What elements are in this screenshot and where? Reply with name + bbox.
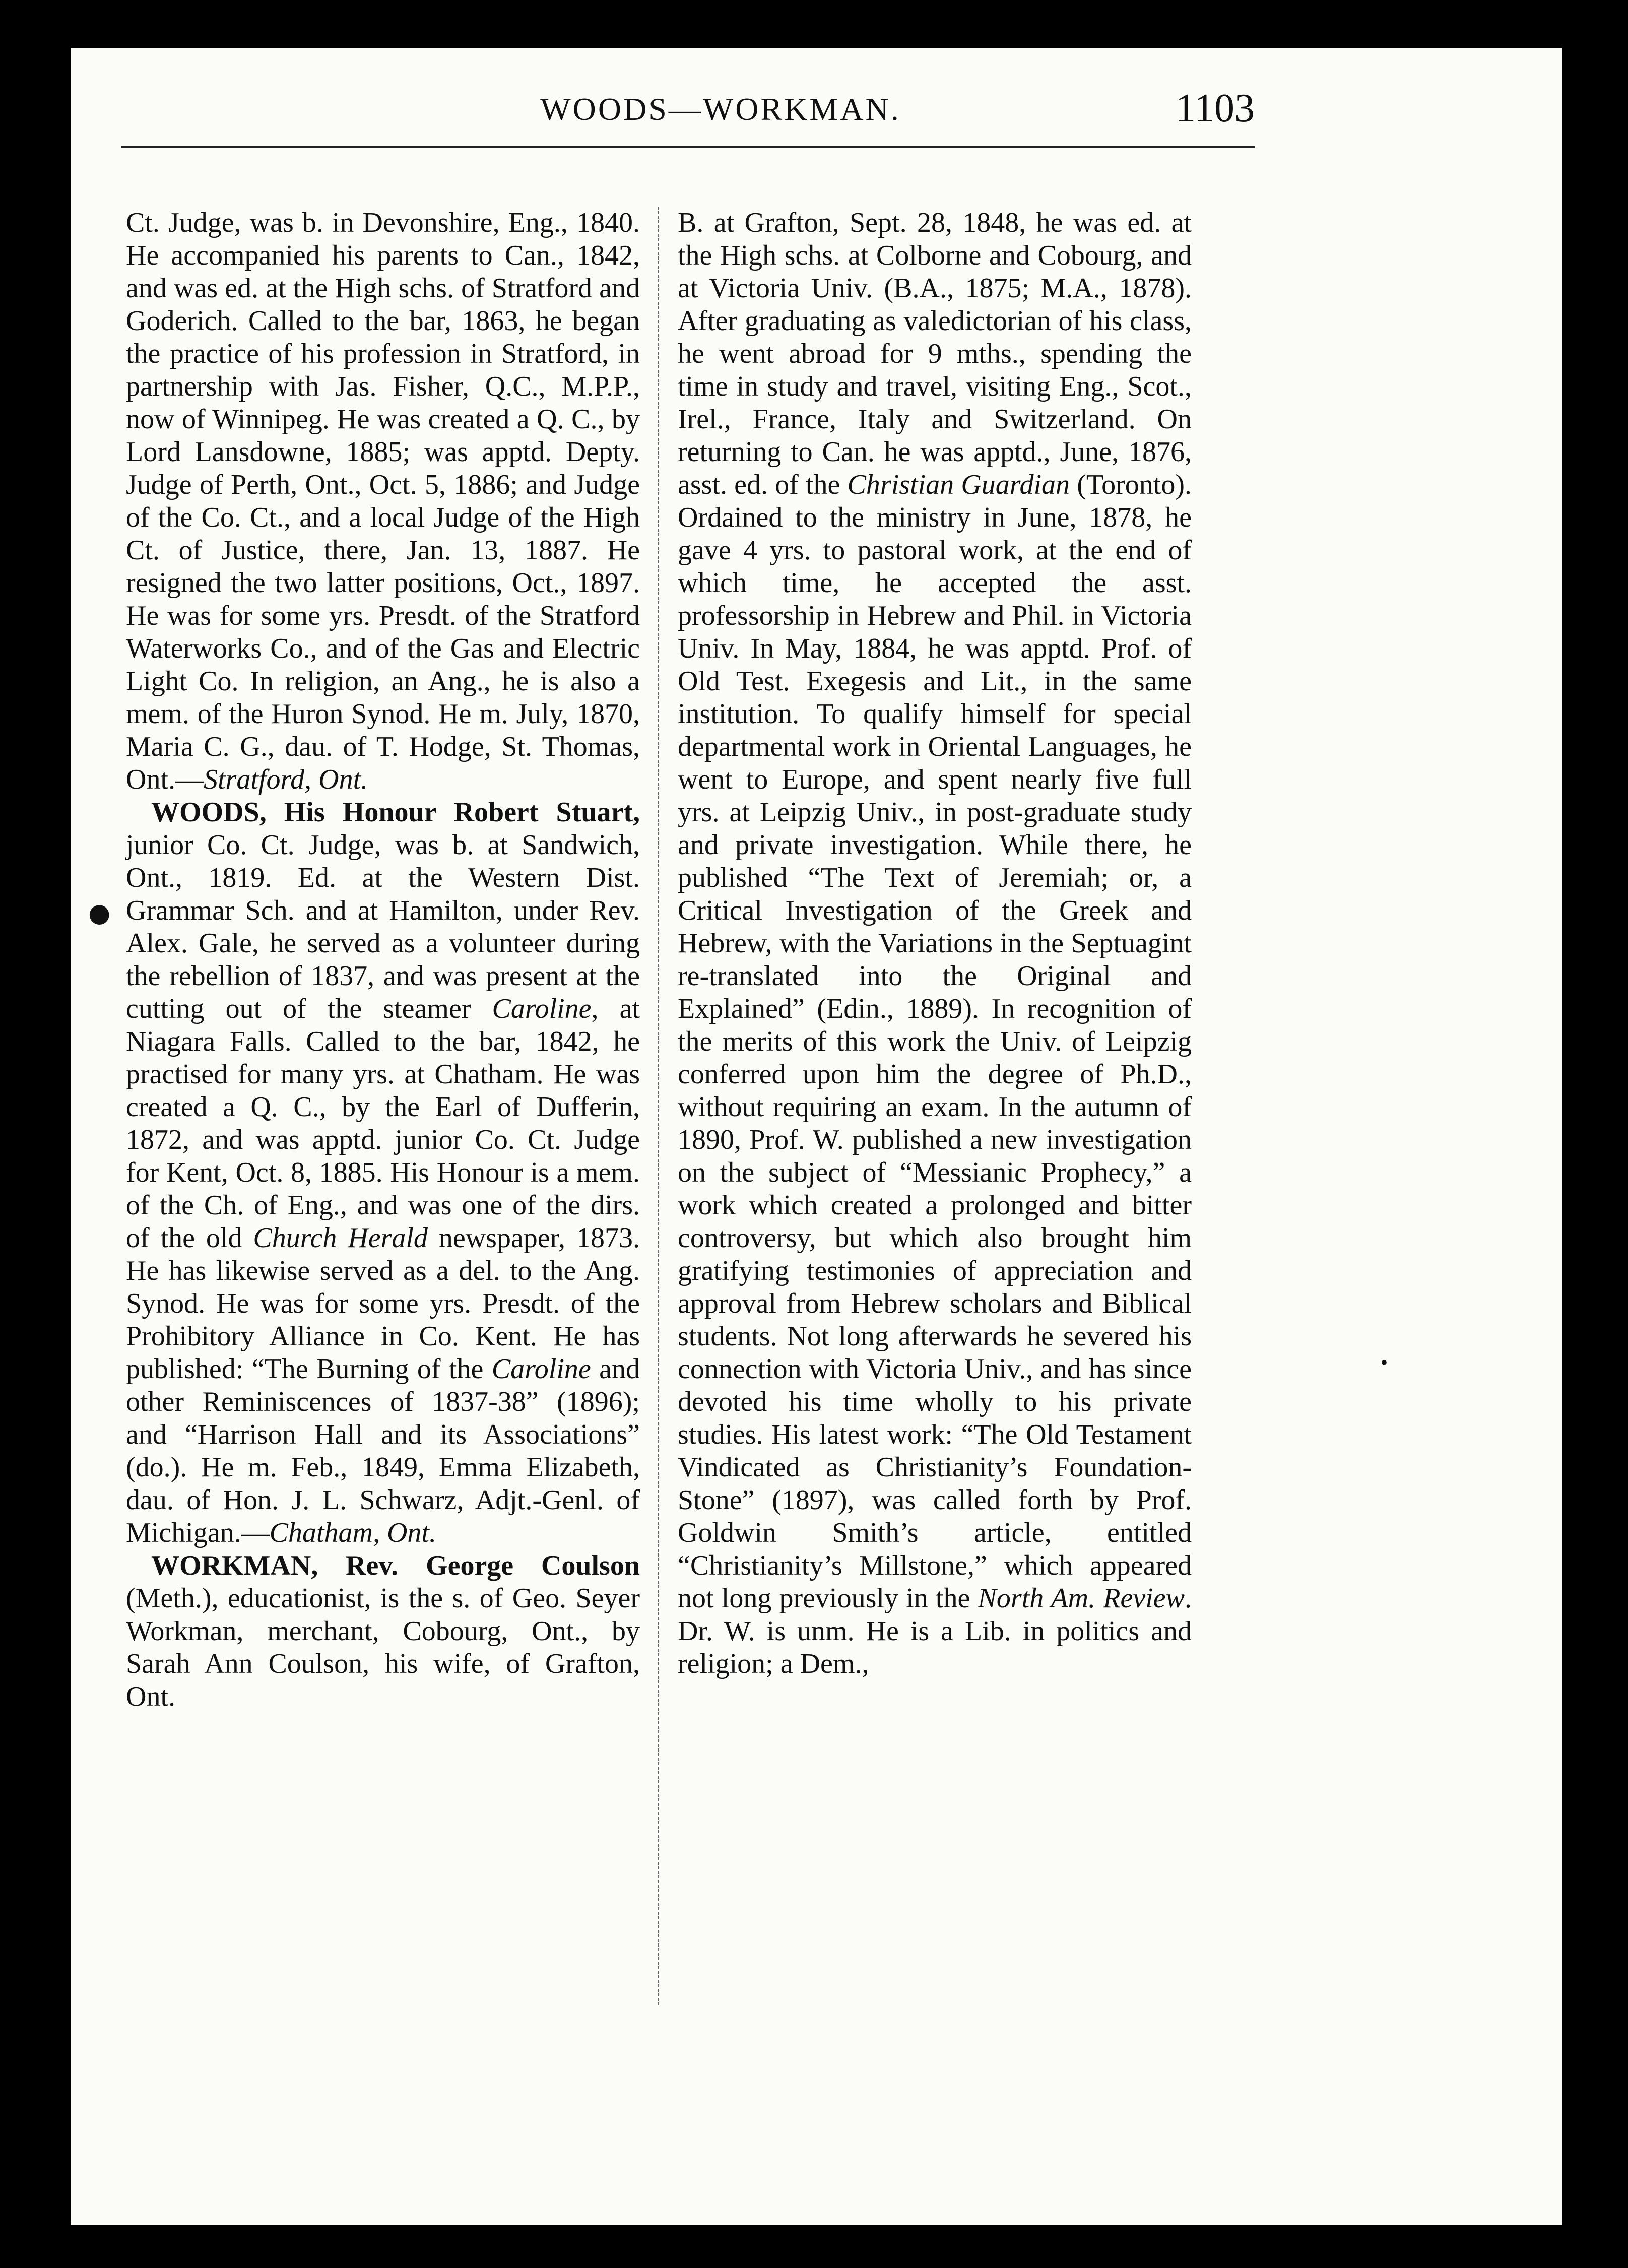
column-divider [658, 207, 661, 2005]
ink-blot: ● [86, 888, 113, 938]
entry-heading: WOODS, His Honour Robert Stuart, [151, 797, 640, 828]
page-number: 1103 [1175, 86, 1255, 131]
place-name: Chatham, Ont. [269, 1517, 436, 1548]
entry-continuation: Ct. Judge, was b. in Devonshire, Eng., 1840. He accompanied his parents to Can., 1842, and was ed. at the High schs. of Stratford and Goderich. Called to the bar, 1863, he began the practice of his profession in Stratford, in partnership with Jas. Fisher, Q.C., M.P.P., now of Winnipeg. He was created a Q. C., by Lord Lansdowne, 1885; was apptd. Depty. Judge of Perth, Ont., Oct. 5, 1886; and Judge of the Co. Ct., and a local Judge of the High Ct. of Justice, there, Jan. 13, 1887. He resigned the two latter positions, Oct., 1897. He was for some yrs. Presdt. of the Stratford Waterworks Co., and of the Gas and Electric Light Co. In religion, an Ang., he is also a mem. of the Huron Synod. He m. July, 1870, Maria C. G., dau. of T. Hodge, St. Thomas, Ont.—Stratford, Ont. [126, 207, 640, 795]
entry-heading: WORKMAN, Rev. George Coulson [151, 1550, 640, 1581]
ink-speck: • [1381, 1351, 1388, 1374]
entry-workman-continuation: B. at Grafton, Sept. 28, 1848, he was ed. at the High schs. at Colborne and Cobourg, and at Victoria Univ. (B.A., 1875; M.A., 1878). After graduating as valedictorian of his class, he went abroad for 9 mths., spending the time in study and travel, visiting Eng., Scot., Irel., France, Italy and Switzerland. On returning to Can. he was apptd., June, 1876, asst. ed. of the Christian Guardian (Toronto). Ordained to the ministry in June, 1878, he gave 4 yrs. to pastoral work, at the end of which time, he accepted the asst. professorship in Hebrew and Phil. in Victoria Univ. In May, 1884, he was apptd. Prof. of Old Test. Exegesis and Lit., in the same institution. To qualify himself for special departmental work in Oriental Languages, he went to Europe, and spent nearly five full yrs. at Leipzig Univ., in post-graduate study and private investigation. While there, he published “The Text of Jeremiah; or, a Critical Investigation of the Greek and Hebrew, with the Variations in the Septuagint re-translated into the Original and Explained” (Edin., 1889). In recognition of the merits of this work the Univ. of Leipzig conferred upon him the degree of Ph.D., without requiring an exam. In the autumn of 1890, Prof. W. published a new investigation on the subject of “Messianic Prophecy,” a work which created a prolonged and bitter controversy, but which also brought him gratifying testimonies of appreciation and approval from Hebrew scholars and Biblical students. Not long afterwards he severed his connection with Victoria Univ., and has since devoted his time wholly to his private studies. His latest work: “The Old Testament Vindicated as Christianity’s Foundation-Stone” (1897), was called forth by Prof. Goldwin Smith’s article, entitled “Christianity’s Millstone,” which appeared not long previously in the North Am. Review. Dr. W. is unm. He is a Lib. in politics and religion; a Dem., [678, 207, 1192, 1679]
header-rule [121, 146, 1255, 148]
left-column [126, 207, 640, 1713]
page-header [186, 88, 1255, 144]
place-name: Stratford, Ont. [204, 764, 368, 795]
entry-workman: WORKMAN, Rev. George Coulson (Meth.), educationist, is the s. of Geo. Seyer Workman, merchant, Cobourg, Ont., by Sarah Ann Coulson, his wife, of Grafton, Ont. [126, 1550, 640, 1712]
entry-woods: WOODS, His Honour Robert Stuart, junior Co. Ct. Judge, was b. at Sandwich, Ont., 1819. Ed. at the Western Dist. Grammar Sch. and at Hamilton, under Rev. Alex. Gale, he served as a volunteer during the rebellion of 1837, and was present at the cutting out of the steamer Caroline, at Niagara Falls. Called to the bar, 1842, he practised for many yrs. at Chatham. He was created a Q. C., by the Earl of Dufferin, 1872, and was apptd. junior Co. Ct. Judge for Kent, Oct. 8, 1885. His Honour is a mem. of the Ch. of Eng., and was one of the dirs. of the old Church Herald newspaper, 1873. He has likewise served as a del. to the Ang. Synod. He was for some yrs. Presdt. of the Prohibitory Alliance in Co. Kent. He has published: “The Burning of the Caroline and other Reminiscences of 1837-38” (1896); and “Harrison Hall and its Associations” (do.). He m. Feb., 1849, Emma Elizabeth, dau. of Hon. J. L. Schwarz, Adjt.-Genl. of Michigan.—Chatham, Ont. [126, 797, 640, 1548]
running-head: WOODS—WORKMAN. [540, 91, 901, 127]
right-column [678, 207, 1192, 1680]
